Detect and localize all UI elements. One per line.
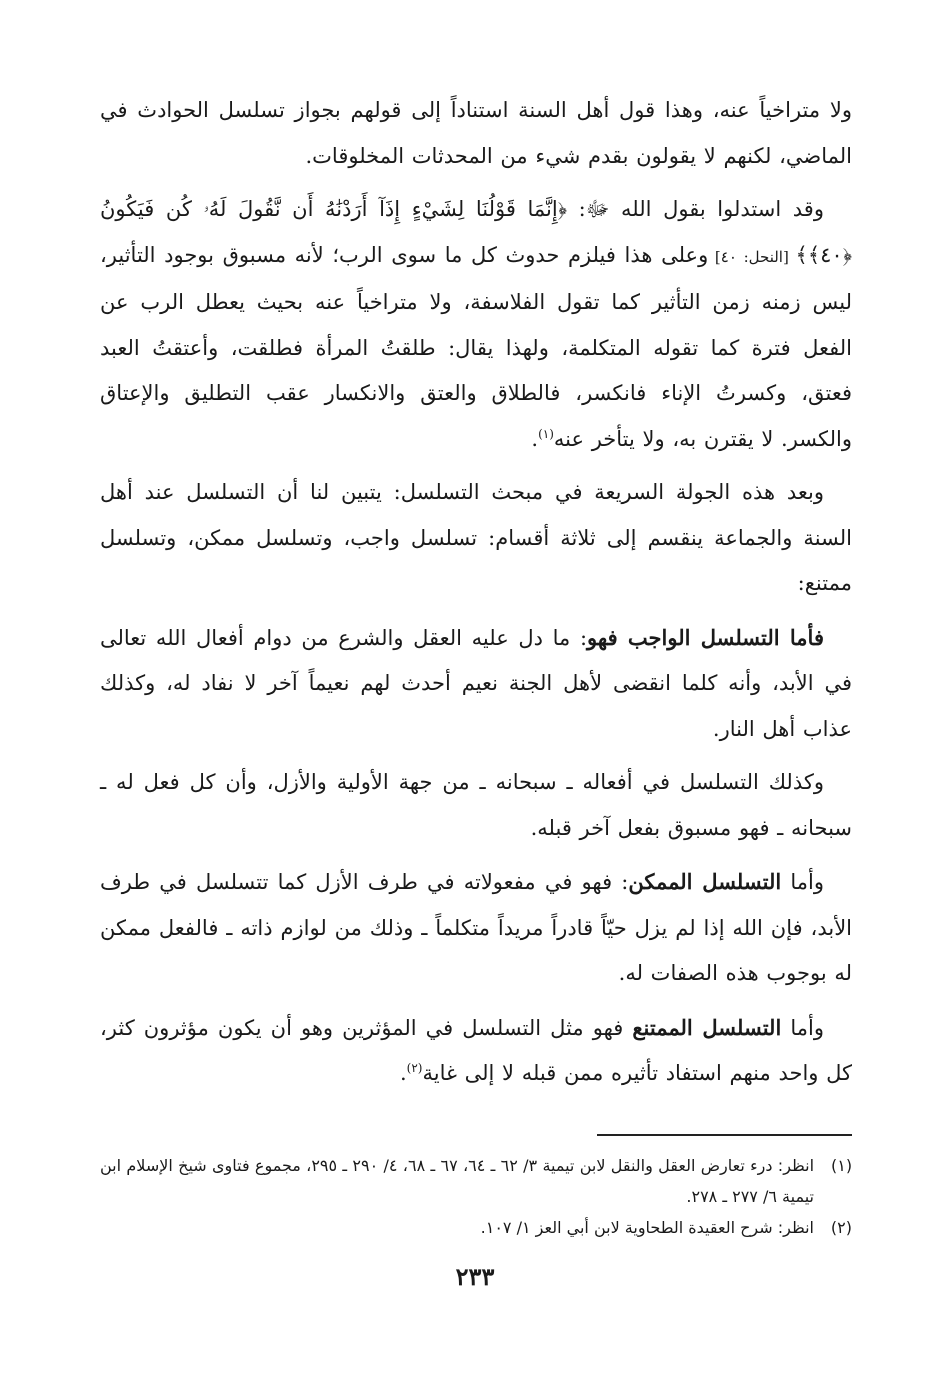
paragraph-2-intro: وقد استدلوا بقول الله ﷻ: <box>567 197 824 221</box>
footnote-ref-2: (٢) <box>406 1061 423 1075</box>
paragraph-4 <box>100 615 852 753</box>
paragraph-1 <box>100 88 852 179</box>
footnote-1-text: انظر: درء تعارض العقل والنقل لابن تيمية ٣/ ٦٢ ـ ٦٤، ٦٧ ـ ٦٨، ٤/ ٢٩٠ ـ ٢٩٥، مجموع فتاوى شيخ الإسلام ابن تيمية ٦/ ٢٧٧ ـ ٢٧٨. <box>100 1156 815 1206</box>
paragraph-6-heading: التسلسل الممكن <box>628 869 782 894</box>
paragraph-1-text: ولا متراخياً عنه، وهذا قول أهل السنة استناداً إلى قولهم بجواز تسلسل الحوادث في الماضي، لكنهم لا يقولون بقدم شيء من المحدثات المخلوقات. <box>100 98 852 168</box>
paragraph-7-body: فهو مثل التسلسل في المؤثرين وهو أن يكون مؤثرون كثر، كل واحد منهم استفاد تأثيره ممن قبله لا إلى غاية <box>100 1015 852 1085</box>
paragraph-5-text: وكذلك التسلسل في أفعاله ـ سبحانه ـ من جهة الأولية والأزل، وأن كل فعل له ـ سبحانه ـ فهو مسبوق بفعل آخر قبله. <box>100 770 852 840</box>
footnote-2-text: انظر: شرح العقيدة الطحاوية لابن أبي العز ١/ ١٠٧. <box>480 1218 814 1237</box>
paragraph-4-heading: فأما التسلسل الواجب فهو <box>587 624 824 650</box>
paragraph-4-body: : ما دل عليه العقل والشرع من دوام أفعال الله تعالى في الأبد، وأنه كلما انقضى لأهل الجنة نعيم أحدث لهم نعيماً آخر لا نفاد له، وكذلك عذاب أهل النار. <box>100 625 852 741</box>
paragraph-6 <box>100 859 852 997</box>
page-body <box>100 88 852 1105</box>
paragraph-7-end: . <box>399 1061 407 1085</box>
footnote-divider <box>597 1134 852 1136</box>
footnote-1 <box>100 1150 852 1212</box>
paragraph-2-body: وعلى هذا فيلزم حدوث كل ما سوى الرب؛ لأنه مسبوق بوجود التأثير، ليس زمنه زمن التأثير كما تقول الفلاسفة، ولا متراخياً عنه بحيث يعطل الرب عن الفعل فترة كما تقوله المتكلمة، ولهذا يقال: طلقتُ المرأة فطلقت، وأعتقتُ العبد فعتق، وكسرتُ الإناء فانكسر، فالطلاق والعتق والانكسار عقب التطليق والإعتاق والكسر. لا يقترن به، ولا يتأخر عنه <box>100 242 852 451</box>
paragraph-2-end: . <box>531 426 539 451</box>
paragraph-7 <box>100 1005 852 1097</box>
footnote-2 <box>100 1212 852 1243</box>
footnote-2-number: (٢) <box>830 1218 852 1237</box>
quran-verse: ﴿إِنَّمَا قَوْلُنَا لِشَيْءٍ إِذَآ أَرَدْنَٰهُ أَن نَّقُولَ لَهُۥ كُن فَيَكُونُ ﴿٤٠﴾﴾ <box>100 197 853 267</box>
paragraph-7-prefix: وأما <box>781 1015 824 1040</box>
page-number: ٢٣٣ <box>455 1262 495 1291</box>
paragraph-3 <box>100 470 852 607</box>
paragraph-2 <box>100 187 852 462</box>
footnote-ref-1: (١) <box>538 426 554 441</box>
paragraph-7-heading: التسلسل الممتنع <box>632 1014 782 1040</box>
paragraph-5 <box>100 760 852 851</box>
paragraph-3-text: وبعد هذه الجولة السريعة في مبحث التسلسل: يتبين لنا أن التسلسل عند أهل السنة والجماعة ينقسم إلى ثلاثة أقسام: تسلسل واجب، وتسلسل ممكن، وتسلسل ممتنع: <box>100 480 852 595</box>
footnotes-section <box>100 1134 852 1243</box>
paragraph-6-body: : فهو في مفعولاته في طرف الأزل كما تتسلسل في طرف الأبد، فإن الله إذا لم يزل حيّاً قادراً مريداً متكلماً ـ وذلك من لوازم ذاته ـ فالفعل ممكن له بوجوب هذه الصفات له. <box>100 870 852 985</box>
footnote-1-number: (١) <box>830 1156 853 1175</box>
verse-source: [النحل: ٤٠] <box>708 247 796 266</box>
paragraph-6-prefix: وأما <box>781 870 824 894</box>
